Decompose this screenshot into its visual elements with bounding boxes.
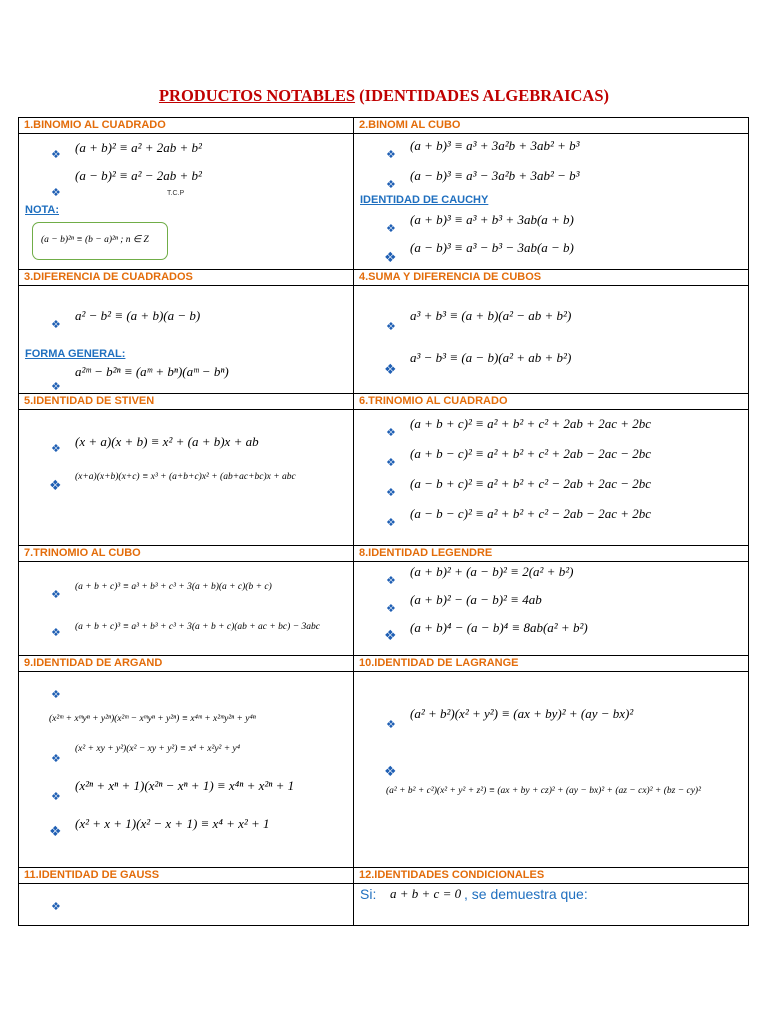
formula: (x + a)(x + b) ≡ x² + (a + b)x + ab (75, 434, 259, 449)
section-body-1 (19, 134, 354, 270)
nota-label: NOTA: (25, 204, 60, 216)
formula: a³ − b³ ≡ (a − b)(a² + ab + b²) (410, 350, 572, 365)
bullet-icon: ❖ (51, 588, 61, 601)
formula: (a + b)⁴ − (a − b)⁴ ≡ 8ab(a² + b²) (410, 620, 588, 635)
formula: (a² + b² + c²)(x² + y² + z²) ≡ (ax + by + cz)² + (ay − bx)² + (az − cx)² + (bz − cy)² (386, 786, 701, 796)
cauchy-label: IDENTIDAD DE CAUCHY (360, 194, 489, 206)
bullet-icon: ❖ (51, 688, 61, 701)
formula: (a − b)³ ≡ a³ − 3a²b + 3ab² − b³ (410, 168, 580, 183)
tcp-label: T.C.P (167, 190, 185, 197)
section-body-7 (19, 562, 354, 656)
formula: (a − b)² ≡ a² − 2ab + b² (75, 168, 202, 183)
section-body-8 (354, 562, 749, 656)
bullet-icon: ❖ (386, 602, 396, 615)
formula: (a + b)² ≡ a² + 2ab + b² (75, 140, 202, 155)
section-header-6: 6.TRINOMIO AL CUADRADO (354, 394, 749, 410)
identities-table (18, 117, 749, 926)
bullet-icon: ❖ (386, 222, 396, 235)
formula: (a + b + c)³ ≡ a³ + b³ + c³ + 3(a + b + c)(ab + ac + bc) − 3abc (75, 622, 320, 632)
section-body-2 (354, 134, 749, 270)
section-body-3 (19, 286, 354, 394)
section-header-12: 12.IDENTIDADES CONDICIONALES (354, 868, 749, 884)
section-header-9: 9.IDENTIDAD DE ARGAND (19, 656, 354, 672)
section-header-7: 7.TRINOMIO AL CUBO (19, 546, 354, 562)
section-header-11: 11.IDENTIDAD DE GAUSS (19, 868, 354, 884)
section-body-6 (354, 410, 749, 546)
bullet-icon: ❖ (49, 478, 62, 494)
section-header-5: 5.IDENTIDAD DE STIVEN (19, 394, 354, 410)
formula: (a − b)³ ≡ a³ − b³ − 3ab(a − b) (410, 240, 574, 255)
bullet-icon: ❖ (51, 790, 61, 803)
formula: (a + b − c)² ≡ a² + b² + c² + 2ab − 2ac − 2bc (410, 446, 652, 461)
bullet-icon: ❖ (386, 456, 396, 469)
title-main: PRODUCTOS NOTABLES (158, 86, 356, 105)
section-body-12 (354, 884, 749, 926)
bullet-icon: ❖ (51, 318, 61, 331)
bullet-icon: ❖ (49, 824, 62, 840)
formula: (x²ⁿ + xⁿ + 1)(x²ⁿ − xⁿ + 1) ≡ x⁴ⁿ + x²ⁿ + 1 (75, 778, 295, 793)
formula: (a − b + c)² ≡ a² + b² + c² − 2ab + 2ac − 2bc (410, 476, 652, 491)
formula: (a − b)²ⁿ ≡ (b − a)²ⁿ ; n ∈ Z (41, 235, 149, 245)
bullet-icon: ❖ (51, 626, 61, 639)
formula: (a + b)² − (a − b)² ≡ 4ab (410, 592, 542, 607)
formula: (a + b)² + (a − b)² ≡ 2(a² + b²) (410, 564, 574, 579)
page-title (0, 86, 768, 106)
formula: a³ + b³ ≡ (a + b)(a² − ab + b²) (410, 308, 572, 323)
bullet-icon: ❖ (384, 764, 397, 780)
bullet-icon: ❖ (51, 752, 61, 765)
section-header-4: 4.SUMA Y DIFERENCIA DE CUBOS (354, 270, 749, 286)
formula: a²ᵐ − b²ⁿ ≡ (aᵐ + bⁿ)(aᵐ − bⁿ) (75, 364, 229, 379)
bullet-icon: ❖ (384, 628, 397, 644)
si-label: Si: (360, 886, 377, 902)
formula: (x² + xy + y²)(x² − xy + y²) ≡ x⁴ + x²y² + y⁴ (75, 744, 241, 754)
section-body-4 (354, 286, 749, 394)
formula: (a² + b²)(x² + y²) ≡ (ax + by)² + (ay − bx)² (410, 706, 634, 721)
bullet-icon: ❖ (51, 186, 61, 199)
section-header-8: 8.IDENTIDAD LEGENDRE (354, 546, 749, 562)
condition-formula: a + b + c = 0 (390, 886, 462, 901)
formula: (a + b)³ ≡ a³ + 3a²b + 3ab² + b³ (410, 138, 580, 153)
bullet-icon: ❖ (386, 486, 396, 499)
section-header-2: 2.BINOMI AL CUBO (354, 118, 749, 134)
bullet-icon: ❖ (386, 426, 396, 439)
section-header-10: 10.IDENTIDAD DE LAGRANGE (354, 656, 749, 672)
formula: (x² + x + 1)(x² − x + 1) ≡ x⁴ + x² + 1 (75, 816, 270, 831)
title-sub: (IDENTIDADES ALGEBRAICAS) (355, 86, 610, 105)
bullet-icon: ❖ (386, 148, 396, 161)
formula: a² − b² ≡ (a + b)(a − b) (75, 308, 201, 323)
bullet-icon: ❖ (51, 148, 61, 161)
bullet-icon: ❖ (386, 574, 396, 587)
bullet-icon: ❖ (51, 380, 61, 393)
section-header-3: 3.DIFERENCIA DE CUADRADOS (19, 270, 354, 286)
section-body-11 (19, 884, 354, 926)
bullet-icon: ❖ (386, 718, 396, 731)
bullet-icon: ❖ (51, 442, 61, 455)
formula: (a + b + c)³ ≡ a³ + b³ + c³ + 3(a + b)(a + c)(b + c) (75, 582, 272, 592)
section-body-10 (354, 672, 749, 868)
formula: (a + b)³ ≡ a³ + b³ + 3ab(a + b) (410, 212, 574, 227)
bullet-icon: ❖ (386, 320, 396, 333)
forma-general-label: FORMA GENERAL: (25, 348, 126, 360)
section-body-9 (19, 672, 354, 868)
bullet-icon: ❖ (51, 900, 61, 913)
formula: (x+a)(x+b)(x+c) ≡ x³ + (a+b+c)x² + (ab+ac+bc)x + abc (75, 472, 296, 482)
section-body-5 (19, 410, 354, 546)
formula: (a + b + c)² ≡ a² + b² + c² + 2ab + 2ac + 2bc (410, 416, 652, 431)
bullet-icon: ❖ (386, 178, 396, 191)
bullet-icon: ❖ (384, 250, 397, 266)
bullet-icon: ❖ (386, 516, 396, 529)
formula: (a − b − c)² ≡ a² + b² + c² − 2ab − 2ac + 2bc (410, 506, 652, 521)
bullet-icon: ❖ (384, 362, 397, 378)
section-header-1: 1.BINOMIO AL CUADRADO (19, 118, 354, 134)
formula: (x²ᵐ + xᵐyⁿ + y²ⁿ)(x²ᵐ − xᵐyⁿ + y²ⁿ) ≡ x⁴ᵐ + x²ᵐy²ⁿ + y⁴ⁿ (49, 714, 256, 724)
demuestra-label: , se demuestra que: (464, 886, 588, 902)
